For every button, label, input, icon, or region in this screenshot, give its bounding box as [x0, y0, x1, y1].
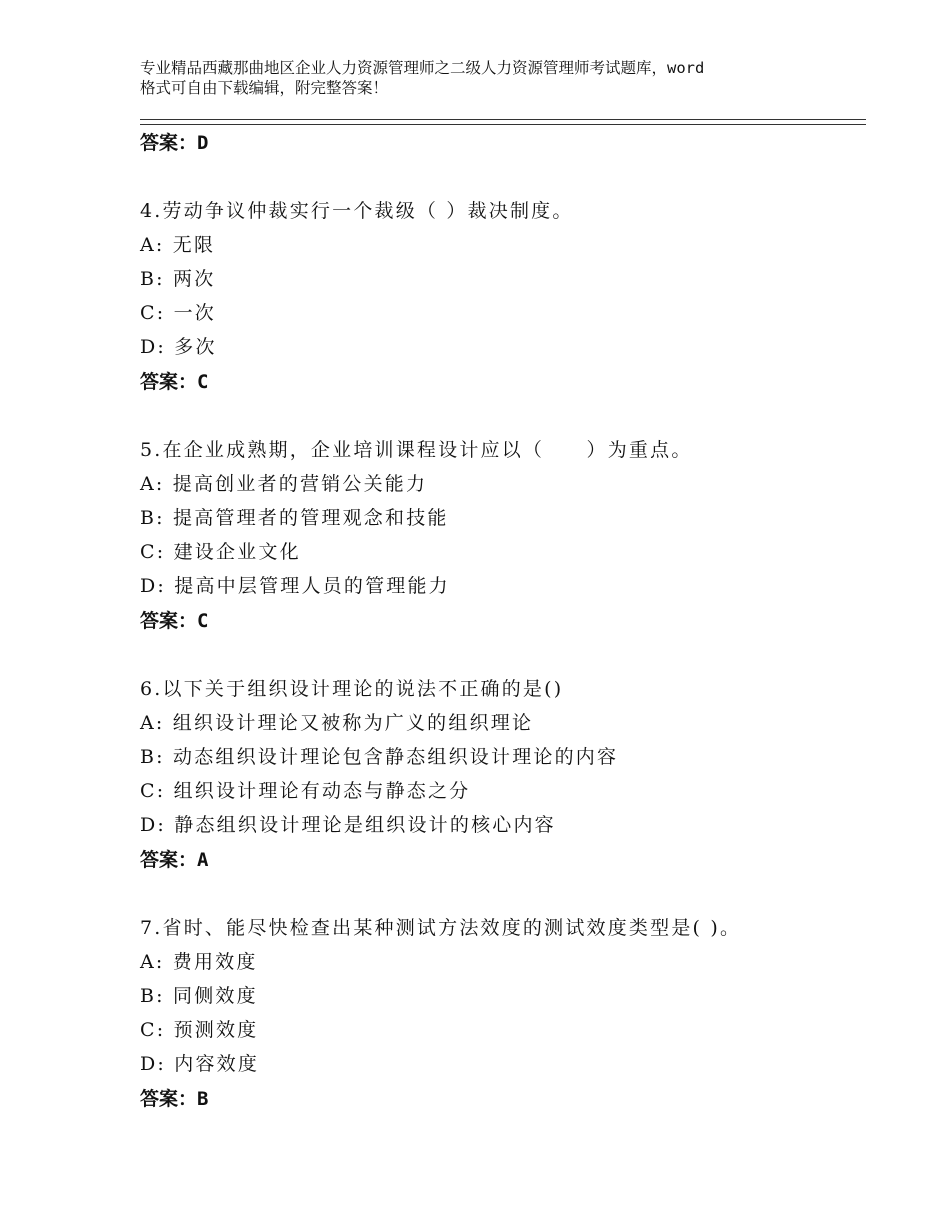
- question-7-option-a: A: 费用效度: [140, 951, 258, 973]
- header-title-line-2: 格式可自由下载编辑，附完整答案！: [140, 79, 389, 97]
- question-6-option-d: D: 静态组织设计理论是组织设计的核心内容: [140, 814, 556, 836]
- question-4-option-a: A: 无限: [140, 234, 216, 256]
- question-6-option-c: C: 组织设计理论有动态与静态之分: [140, 780, 471, 802]
- question-5-option-a: A: 提高创业者的营销公关能力: [140, 473, 428, 495]
- question-5-option-b: B: 提高管理者的管理观念和技能: [140, 507, 449, 529]
- question-7-option-b: B: 同侧效度: [140, 985, 258, 1007]
- question-4-option-c: C: 一次: [140, 302, 216, 324]
- question-5-stem: 5.在企业成熟期，企业培训课程设计应以（ ）为重点。: [140, 439, 693, 461]
- question-7-option-c: C: 预测效度: [140, 1019, 259, 1041]
- header-title-line-1: 专业精品西藏那曲地区企业人力资源管理师之二级人力资源管理师考试题库，word: [140, 59, 705, 77]
- question-7-answer: 答案：B: [140, 1088, 209, 1110]
- question-4-option-b: B: 两次: [140, 268, 216, 290]
- header-divider-bottom: [140, 124, 866, 125]
- previous-question-answer: 答案：D: [140, 132, 209, 154]
- question-7-stem: 7.省时、能尽快检查出某种测试方法效度的测试效度类型是( )。: [140, 917, 742, 939]
- question-4-option-d: D: 多次: [140, 336, 217, 358]
- question-5-option-d: D: 提高中层管理人员的管理能力: [140, 575, 450, 597]
- question-5-answer: 答案：C: [140, 610, 209, 632]
- question-6-option-a: A: 组织设计理论又被称为广义的组织理论: [140, 712, 534, 734]
- document-header: [140, 58, 830, 98]
- question-4-answer: 答案：C: [140, 371, 209, 393]
- question-4-stem: 4.劳动争议仲裁实行一个裁级（ ）裁决制度。: [140, 200, 574, 222]
- question-7-option-d: D: 内容效度: [140, 1053, 260, 1075]
- question-6-stem: 6.以下关于组织设计理论的说法不正确的是(): [140, 678, 564, 700]
- question-5-option-c: C: 建设企业文化: [140, 541, 301, 563]
- header-divider-top: [140, 119, 866, 120]
- question-6-option-b: B: 动态组织设计理论包含静态组织设计理论的内容: [140, 746, 619, 768]
- question-6-answer: 答案：A: [140, 849, 209, 871]
